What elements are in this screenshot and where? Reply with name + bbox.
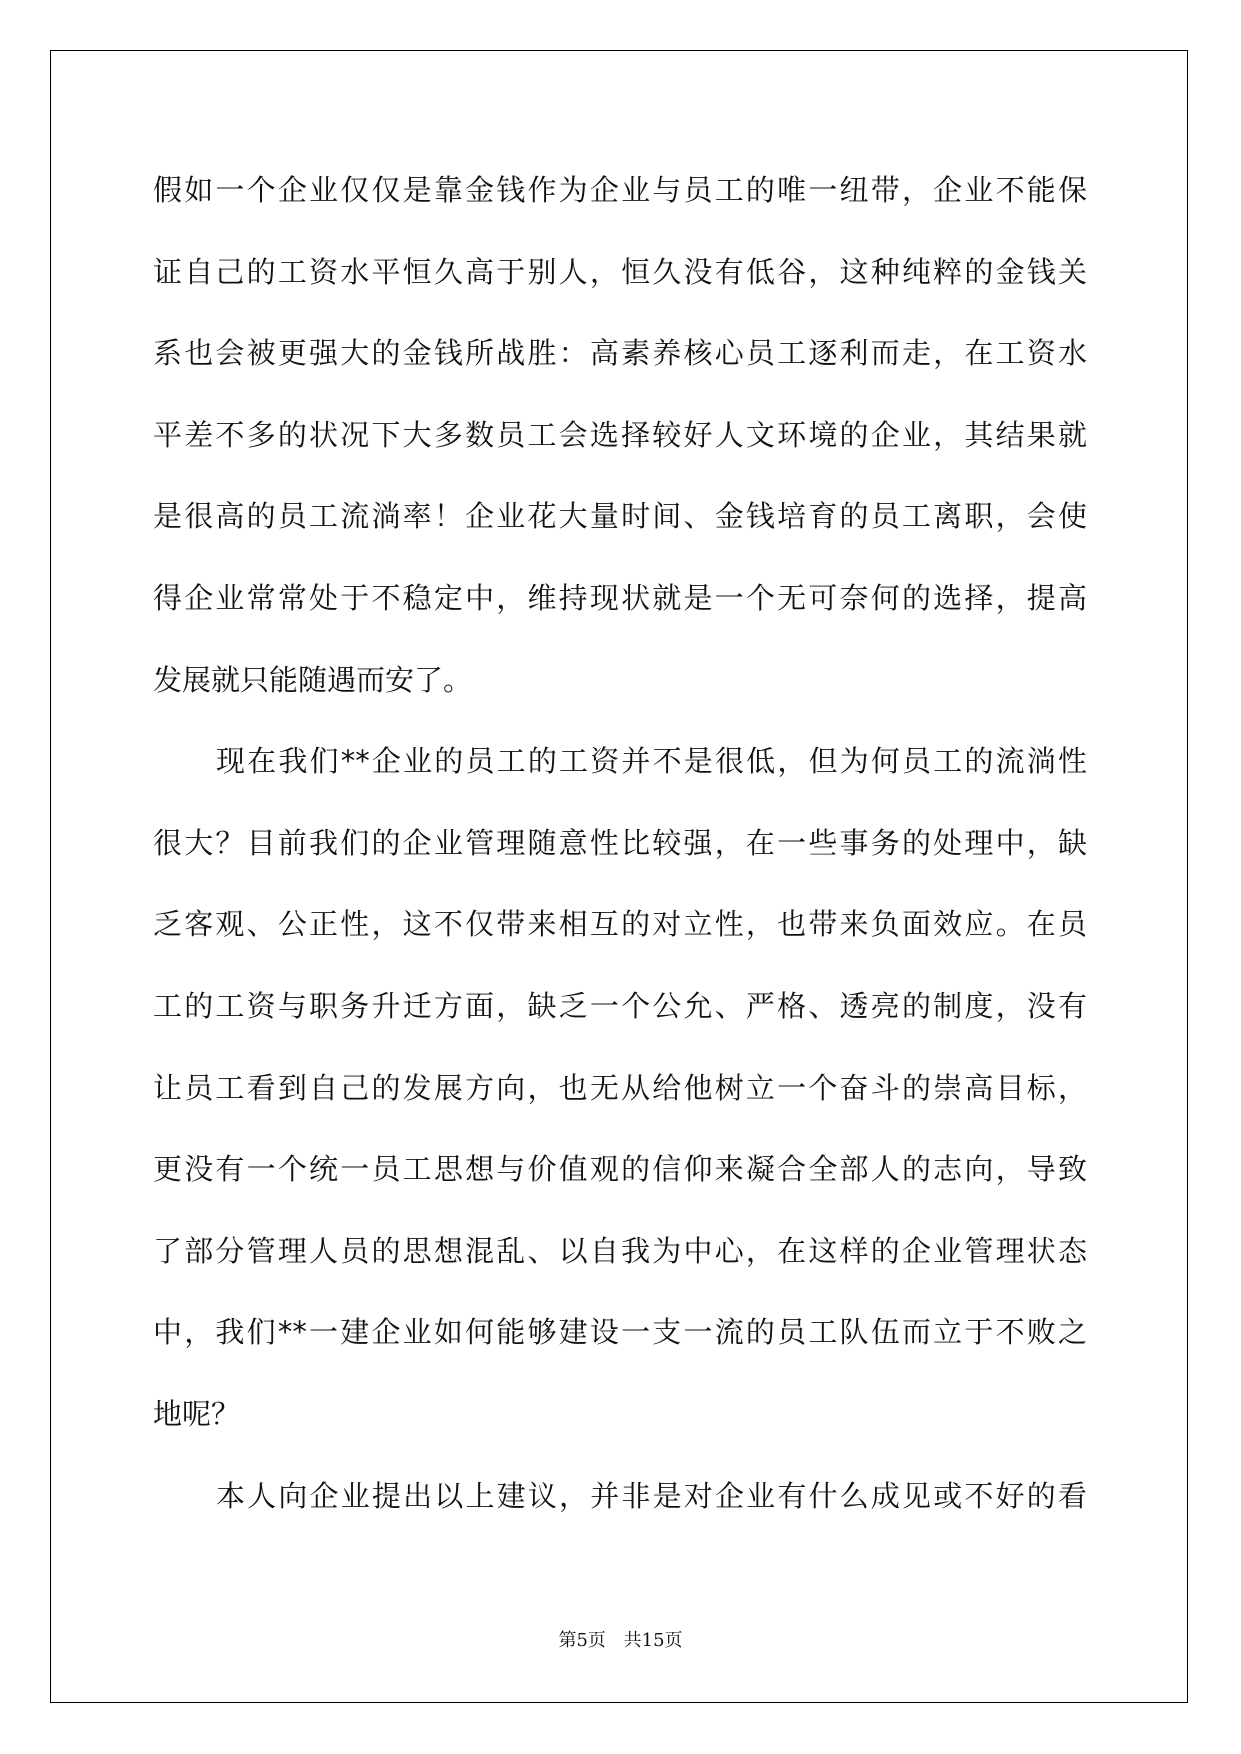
paragraph-line: 本人向企业提出以上建议，并非是对企业有什么成见或不好的看: [216, 1478, 1087, 1513]
paragraph-line: 很大？目前我们的企业管理随意性比较强，在一些事务的处理中，缺: [153, 825, 1087, 860]
paragraph-line: 地呢？: [153, 1396, 241, 1431]
paragraph-line: 让员工看到自己的发展方向，也无从给他树立一个奋斗的崇高目标，: [153, 1070, 1087, 1105]
paragraph-line: 了部分管理人员的思想混乱、以自我为中心，在这样的企业管理状态: [153, 1233, 1087, 1268]
paragraph-line: 中，我们**一建企业如何能够建设一支一流的员工队伍而立于不败之: [153, 1315, 1087, 1350]
paragraph-line: 乏客观、公正性，这不仅带来相互的对立性，也带来负面效应。在员: [153, 907, 1087, 942]
page-total: 共15页: [623, 1630, 683, 1651]
paragraph-line: 假如一个企业仅仅是靠金钱作为企业与员工的唯一纽带，企业不能保: [153, 173, 1087, 207]
paragraph-line: 工的工资与职务升迁方面，缺乏一个公允、严格、透亮的制度，没有: [153, 988, 1087, 1023]
document-body: [153, 166, 1087, 1553]
paragraph-line: 是很高的员工流淌率！企业花大量时间、金钱培育的员工离职，会使: [153, 499, 1087, 534]
page-number: 第5页: [558, 1630, 606, 1651]
paragraph-line: 平差不多的状况下大多数员工会选择较好人文环境的企业，其结果就: [153, 417, 1087, 452]
paragraph-line: 更没有一个统一员工思想与价值观的信仰来凝合全部人的志向，导致: [153, 1152, 1087, 1187]
paragraph-line: 发展就只能随遇而安了。: [153, 662, 473, 697]
paragraph-line: 得企业常常处于不稳定中，维持现状就是一个无可奈何的选择，提高: [153, 580, 1087, 615]
paragraph-line: 系也会被更强大的金钱所战胜：高素养核心员工逐利而走，在工资水: [153, 336, 1087, 371]
paragraph-line: 现在我们**企业的员工的工资并不是很低，但为何员工的流淌性: [216, 744, 1087, 779]
page-footer: [0, 1626, 1241, 1652]
paragraph-line: 证自己的工资水平恒久高于别人，恒久没有低谷，这种纯粹的金钱关: [153, 254, 1087, 289]
